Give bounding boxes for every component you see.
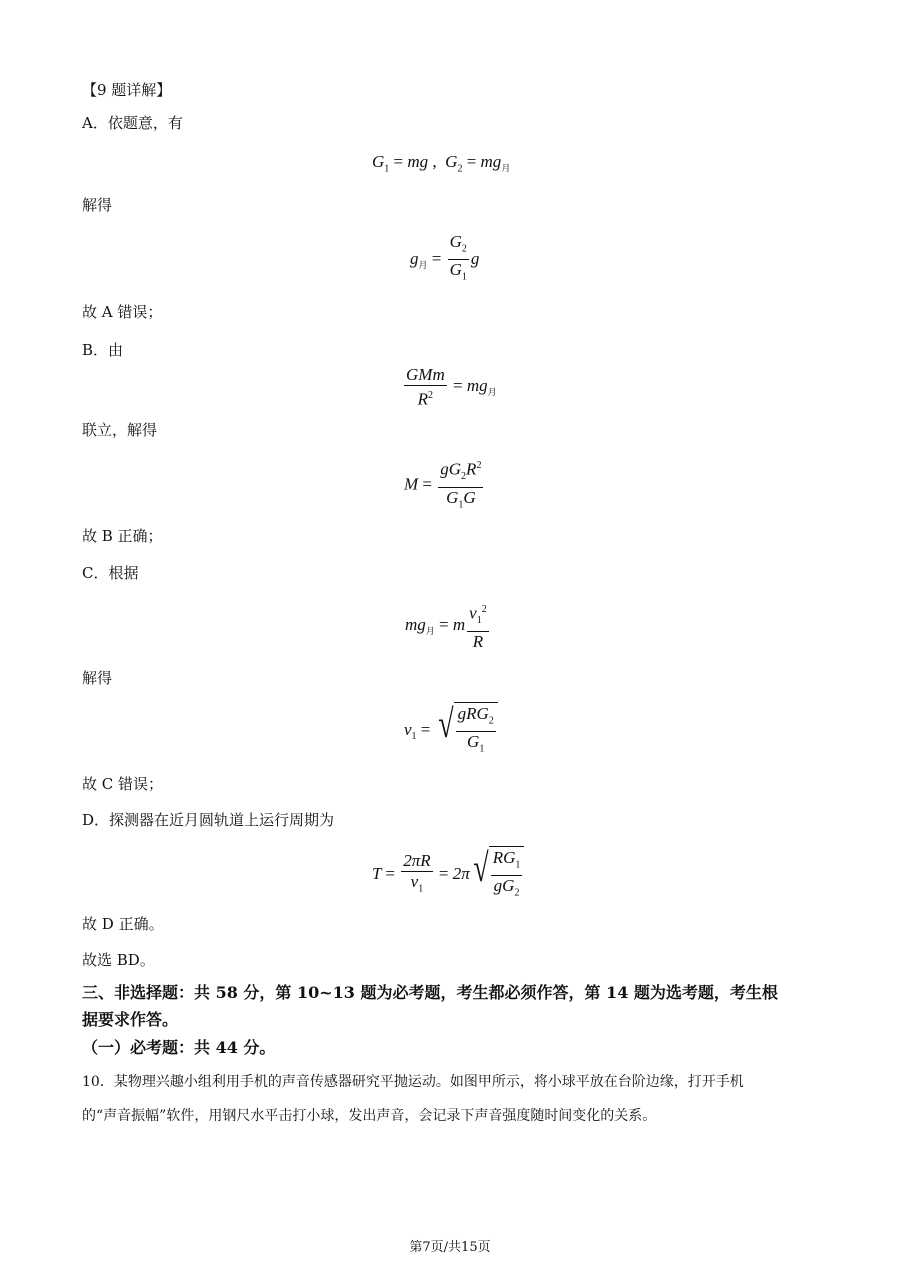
question-10-line1: 10．某物理兴趣小组利用手机的声音传感器研究平抛运动。如图甲所示，将小球平放在台阶边缘，打开手机 <box>82 1074 744 1090</box>
section-3-heading-line2: 据要求作答。 <box>82 1010 179 1029</box>
option-b-intro: B．由 <box>82 341 124 359</box>
option-a-solve: 解得 <box>82 196 113 214</box>
question-10-line2: 的“声音振幅”软件，用钢尺水平击打小球，发出声音，会记录下声音强度随时间变化的关系。 <box>82 1108 657 1124</box>
option-d-intro: D．探测器在近月圆轨道上运行周期为 <box>82 811 335 829</box>
option-d-conclusion: 故 D 正确。 <box>82 915 164 933</box>
option-a-intro: A．依题意，有 <box>82 114 183 132</box>
solution-header: 【9 题详解】 <box>82 81 172 99</box>
equation-5: $mg_月 = m$ $\frac{v_1^2}{R}$ <box>405 600 491 652</box>
equation-3: $\frac{\text{GMm}}{R^2}$ = $mg_月$ <box>406 365 497 409</box>
equation-1: $G_1$ = mg , $G_2 = mg_月$ <box>372 152 511 175</box>
option-a-conclusion: 故 A 错误； <box>82 303 163 321</box>
equation-7: T = $\frac{2\pi R}{v_1}$ = 2π √ $\frac{RG_1}{gG_2}$ <box>372 846 524 904</box>
equation-6: $v_1$ = √ $\frac{gRG_2}{G_1}$ <box>404 702 498 760</box>
option-c-solve: 解得 <box>82 669 113 687</box>
final-answer: 故选 BD。 <box>82 951 155 969</box>
page-footer: 第7页/共15页 <box>409 1240 491 1255</box>
required-section-heading: （一）必考题：共 44 分。 <box>82 1038 276 1057</box>
option-b-solve: 联立，解得 <box>82 421 158 439</box>
option-b-conclusion: 故 B 正确； <box>82 527 163 545</box>
equation-2: $g_月$ = $\frac{G_2}{G_1}$ g <box>410 232 480 283</box>
option-c-conclusion: 故 C 错误； <box>82 775 164 793</box>
equation-4: M = $\frac{gG_2R^2}{G_1G}$ <box>404 456 485 515</box>
option-c-intro: C．根据 <box>82 564 139 582</box>
section-3-heading-line1: 三、非选择题：共 58 分，第 10~13 题为必考题，考生都必须作答，第 14 题为选考题，考生根 <box>82 983 778 1002</box>
